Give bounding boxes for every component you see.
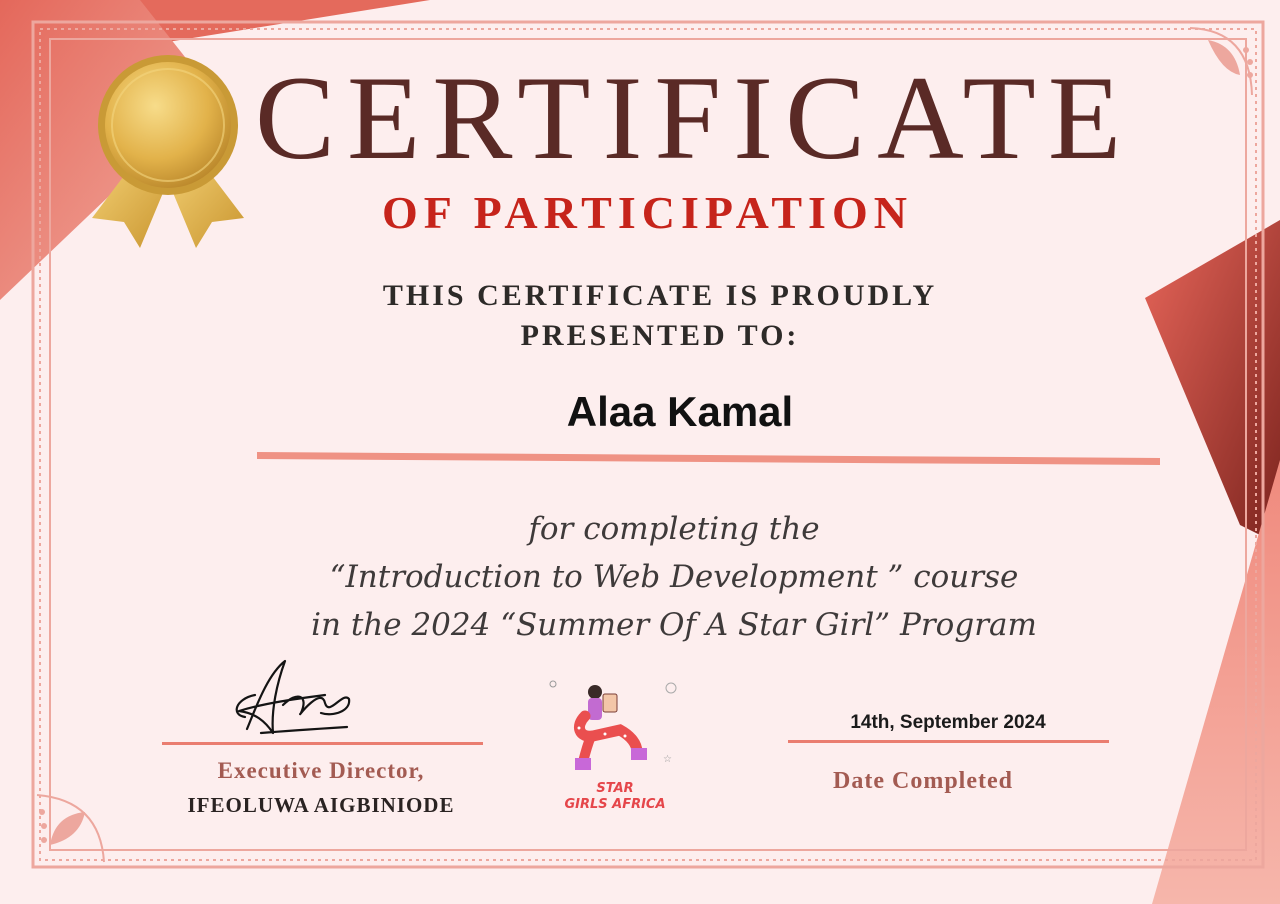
logo-text-line-1: STAR (596, 781, 634, 796)
signer-name: IFEOLUWA AIGBINIODE (187, 793, 455, 817)
course-description (220, 505, 1128, 649)
date-completed-label: Date Completed (833, 768, 1013, 794)
description-line-2: “Introduction to Web Development ” course (329, 559, 1019, 595)
star-girl-illustration-icon (545, 676, 690, 776)
corner-ornament-bottom-left (37, 795, 104, 862)
presented-line-1: THIS CERTIFICATE IS PROUDLY (382, 279, 938, 312)
signature-image (225, 655, 355, 740)
presented-line-2: PRESENTED TO: (520, 319, 800, 352)
description-line-3: in the 2024 “Summer Of A Star Girl” Program (311, 607, 1037, 643)
certificate-title: CERTIFICATE (255, 51, 1134, 184)
date-line (788, 740, 1109, 743)
svg-text:☆: ☆ (663, 754, 672, 765)
presented-to-heading (330, 276, 990, 356)
signer-role: Executive Director, (217, 758, 425, 783)
certificate-subtitle: OF PARTICIPATION (382, 187, 913, 238)
description-line-1: for completing the (528, 511, 820, 547)
recipient-name: Alaa Kamal (566, 388, 794, 435)
gold-medal-ribbon-icon (88, 50, 248, 255)
logo-text (540, 781, 690, 813)
completion-date: 14th, September 2024 (850, 712, 1046, 733)
logo-text-line-2: GIRLS AFRICA (564, 797, 666, 812)
signature-line (162, 742, 483, 745)
